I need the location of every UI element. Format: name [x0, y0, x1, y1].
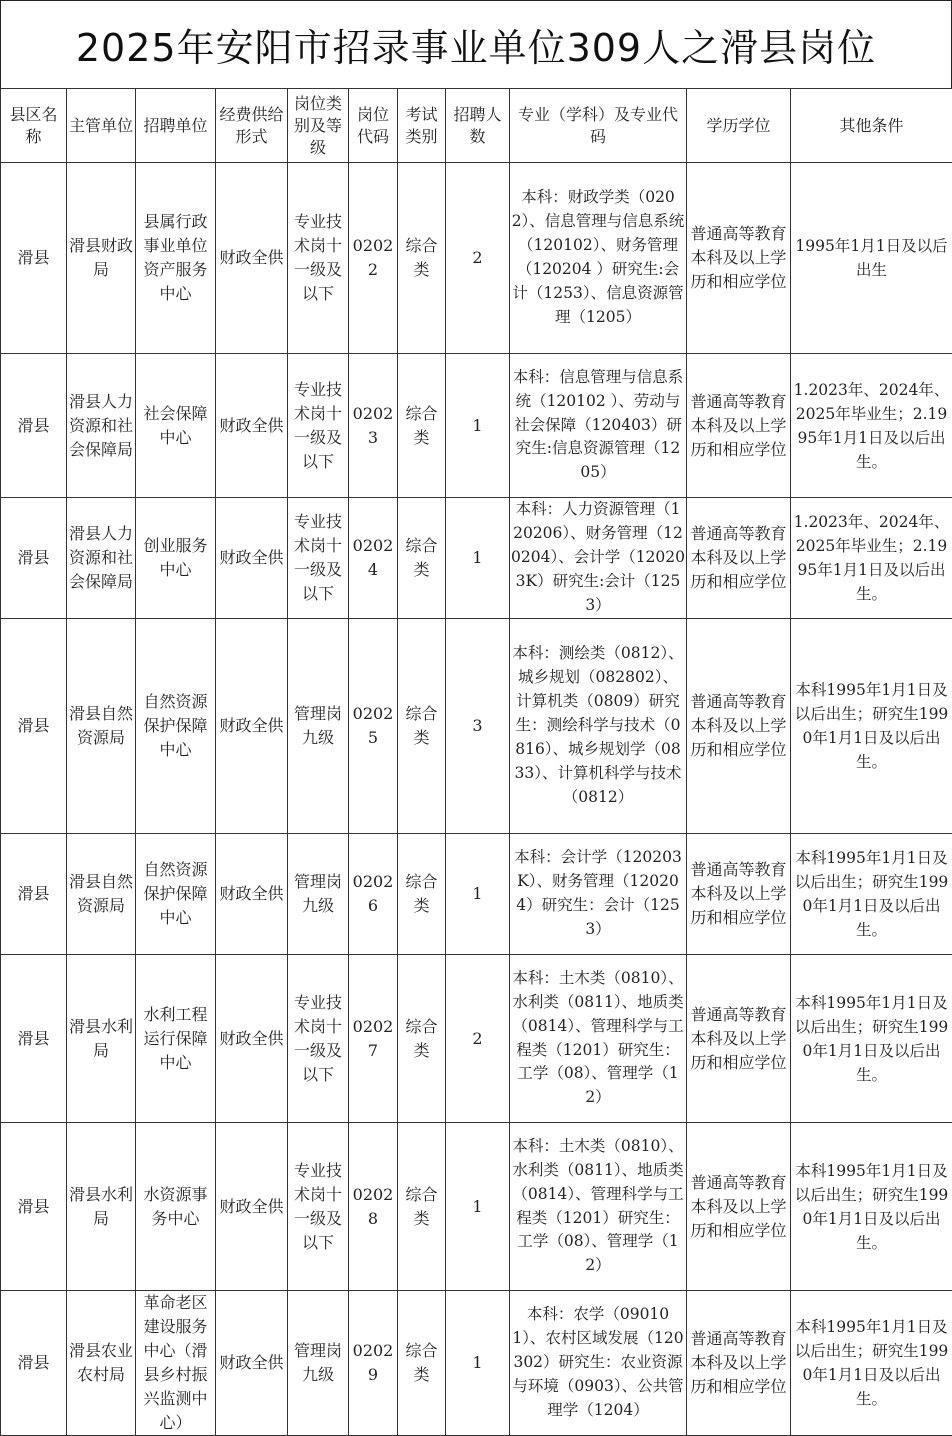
cell-count: 1 [446, 354, 510, 498]
cell-post-type: 管理岗九级 [288, 1291, 349, 1436]
cell-unit: 水利工程运行保障中心 [136, 955, 216, 1123]
table-header-row [1, 89, 952, 163]
cell-county: 滑县 [1, 1123, 67, 1291]
cell-post-type: 专业技术岗十一级及以下 [288, 1123, 349, 1291]
cell-exam: 综合类 [398, 163, 446, 354]
cell-education: 普通高等教育本科及以上学历和相应学位 [687, 955, 791, 1123]
cell-education: 普通高等教育本科及以上学历和相应学位 [687, 619, 791, 834]
cell-major: 本科：财政学类（0202）、信息管理与信息系统（120102）、财务管理（120204 ）研究生:会计（1253）、信息资源管理（1205） [510, 163, 687, 354]
cell-other: 1995年1月1日及以后出生 [791, 163, 952, 354]
cell-funding: 财政全供 [216, 354, 288, 498]
cell-exam: 综合类 [398, 498, 446, 619]
cell-code: 02029 [349, 1291, 398, 1436]
cell-count: 2 [446, 955, 510, 1123]
positions-table [0, 88, 952, 1436]
cell-code: 02027 [349, 955, 398, 1123]
table-row [1, 834, 952, 955]
cell-funding: 财政全供 [216, 619, 288, 834]
header-unit: 招聘单位 [136, 89, 216, 163]
cell-major: 本科：测绘类（0812）、城乡规划（082802）、计算机类（0809）研究生：测绘科学与技术（0816）、城乡规划学（0833）、计算机科学与技术（0812） [510, 619, 687, 834]
cell-funding: 财政全供 [216, 163, 288, 354]
header-other: 其他条件 [791, 89, 952, 163]
cell-funding: 财政全供 [216, 1123, 288, 1291]
cell-county: 滑县 [1, 1291, 67, 1436]
cell-exam: 综合类 [398, 1123, 446, 1291]
cell-post-type: 专业技术岗十一级及以下 [288, 163, 349, 354]
cell-funding: 财政全供 [216, 834, 288, 955]
table-row [1, 163, 952, 354]
cell-other: 本科1995年1月1日及以后出生；研究生1990年1月1日及以后出生。 [791, 619, 952, 834]
cell-count: 1 [446, 498, 510, 619]
cell-code: 02025 [349, 619, 398, 834]
cell-education: 普通高等教育本科及以上学历和相应学位 [687, 163, 791, 354]
cell-other: 本科1995年1月1日及以后出生；研究生1990年1月1日及以后出生。 [791, 834, 952, 955]
cell-authority: 滑县农业农村局 [67, 1291, 136, 1436]
cell-unit: 社会保障中心 [136, 354, 216, 498]
cell-post-type: 管理岗九级 [288, 619, 349, 834]
header-education: 学历学位 [687, 89, 791, 163]
cell-authority: 滑县自然资源局 [67, 619, 136, 834]
table-row [1, 955, 952, 1123]
header-county: 县区名称 [1, 89, 67, 163]
cell-major: 本科：会计学（120203K）、财务管理（120204）研究生：会计（1253） [510, 834, 687, 955]
cell-other: 1.2023年、2024年、2025年毕业生；2.1995年1月1日及以后出生。 [791, 354, 952, 498]
header-exam: 考试类别 [398, 89, 446, 163]
cell-other: 本科1995年1月1日及以后出生；研究生1990年1月1日及以后出生。 [791, 955, 952, 1123]
cell-authority: 滑县水利局 [67, 1123, 136, 1291]
cell-county: 滑县 [1, 163, 67, 354]
cell-major: 本科：土木类（0810）、水利类（0811）、地质类（0814）、管理科学与工程类（1201）研究生：工学（08）、管理学（12） [510, 1123, 687, 1291]
header-authority: 主管单位 [67, 89, 136, 163]
cell-major: 本科：农学（090101）、农村区域发展（120302）研究生：农业资源与环境（0903）、公共管理学（1204） [510, 1291, 687, 1436]
cell-funding: 财政全供 [216, 498, 288, 619]
cell-authority: 滑县人力资源和社会保障局 [67, 354, 136, 498]
cell-other: 1.2023年、2024年、2025年毕业生；2.1995年1月1日及以后出生。 [791, 498, 952, 619]
cell-unit: 自然资源保护保障中心 [136, 834, 216, 955]
cell-county: 滑县 [1, 955, 67, 1123]
cell-major: 本科：人力资源管理（120206）、财务管理（120204）、会计学（120203K）研究生:会计（1253） [510, 498, 687, 619]
cell-count: 2 [446, 163, 510, 354]
cell-major: 本科：信息管理与信息系统（120102 ）、劳动与社会保障（120403）研究生:信息资源管理（1205） [510, 354, 687, 498]
cell-authority: 滑县水利局 [67, 955, 136, 1123]
header-post-type: 岗位类别及等级 [288, 89, 349, 163]
table-row [1, 1291, 952, 1436]
header-funding: 经费供给形式 [216, 89, 288, 163]
table-row [1, 354, 952, 498]
cell-post-type: 专业技术岗十一级及以下 [288, 955, 349, 1123]
cell-funding: 财政全供 [216, 1291, 288, 1436]
cell-unit: 革命老区建设服务中心（滑县乡村振兴监测中心） [136, 1291, 216, 1436]
cell-exam: 综合类 [398, 834, 446, 955]
table-row [1, 619, 952, 834]
cell-code: 02026 [349, 834, 398, 955]
cell-other: 本科1995年1月1日及以后出生；研究生1990年1月1日及以后出生。 [791, 1123, 952, 1291]
cell-count: 1 [446, 834, 510, 955]
cell-count: 1 [446, 1291, 510, 1436]
cell-authority: 滑县财政局 [67, 163, 136, 354]
cell-post-type: 专业技术岗十一级及以下 [288, 498, 349, 619]
cell-county: 滑县 [1, 498, 67, 619]
cell-exam: 综合类 [398, 619, 446, 834]
header-code: 岗位代码 [349, 89, 398, 163]
cell-code: 02023 [349, 354, 398, 498]
cell-education: 普通高等教育本科及以上学历和相应学位 [687, 1123, 791, 1291]
cell-education: 普通高等教育本科及以上学历和相应学位 [687, 1291, 791, 1436]
cell-unit: 水资源事务中心 [136, 1123, 216, 1291]
cell-exam: 综合类 [398, 354, 446, 498]
cell-county: 滑县 [1, 834, 67, 955]
table-row [1, 1123, 952, 1291]
cell-unit: 创业服务中心 [136, 498, 216, 619]
cell-funding: 财政全供 [216, 955, 288, 1123]
cell-code: 02024 [349, 498, 398, 619]
cell-code: 02028 [349, 1123, 398, 1291]
cell-post-type: 管理岗九级 [288, 834, 349, 955]
cell-post-type: 专业技术岗十一级及以下 [288, 354, 349, 498]
cell-other: 本科1995年1月1日及以后出生；研究生1990年1月1日及以后出生。 [791, 1291, 952, 1436]
cell-unit: 自然资源保护保障中心 [136, 619, 216, 834]
cell-major: 本科：土木类（0810）、水利类（0811）、地质类（0814）、管理科学与工程类（1201）研究生：工学（08）、管理学（12） [510, 955, 687, 1123]
cell-unit: 县属行政事业单位资产服务中心 [136, 163, 216, 354]
table-body [1, 163, 952, 1436]
table-row [1, 498, 952, 619]
cell-education: 普通高等教育本科及以上学历和相应学位 [687, 834, 791, 955]
cell-exam: 综合类 [398, 1291, 446, 1436]
page-title: 2025年安阳市招录事业单位309人之滑县岗位 [0, 0, 952, 88]
cell-exam: 综合类 [398, 955, 446, 1123]
header-count: 招聘人数 [446, 89, 510, 163]
cell-county: 滑县 [1, 619, 67, 834]
cell-code: 02022 [349, 163, 398, 354]
cell-education: 普通高等教育本科及以上学历和相应学位 [687, 354, 791, 498]
cell-authority: 滑县自然资源局 [67, 834, 136, 955]
header-major: 专业（学科）及专业代码 [510, 89, 687, 163]
cell-count: 3 [446, 619, 510, 834]
cell-county: 滑县 [1, 354, 67, 498]
cell-authority: 滑县人力资源和社会保障局 [67, 498, 136, 619]
cell-count: 1 [446, 1123, 510, 1291]
cell-education: 普通高等教育本科及以上学历和相应学位 [687, 498, 791, 619]
